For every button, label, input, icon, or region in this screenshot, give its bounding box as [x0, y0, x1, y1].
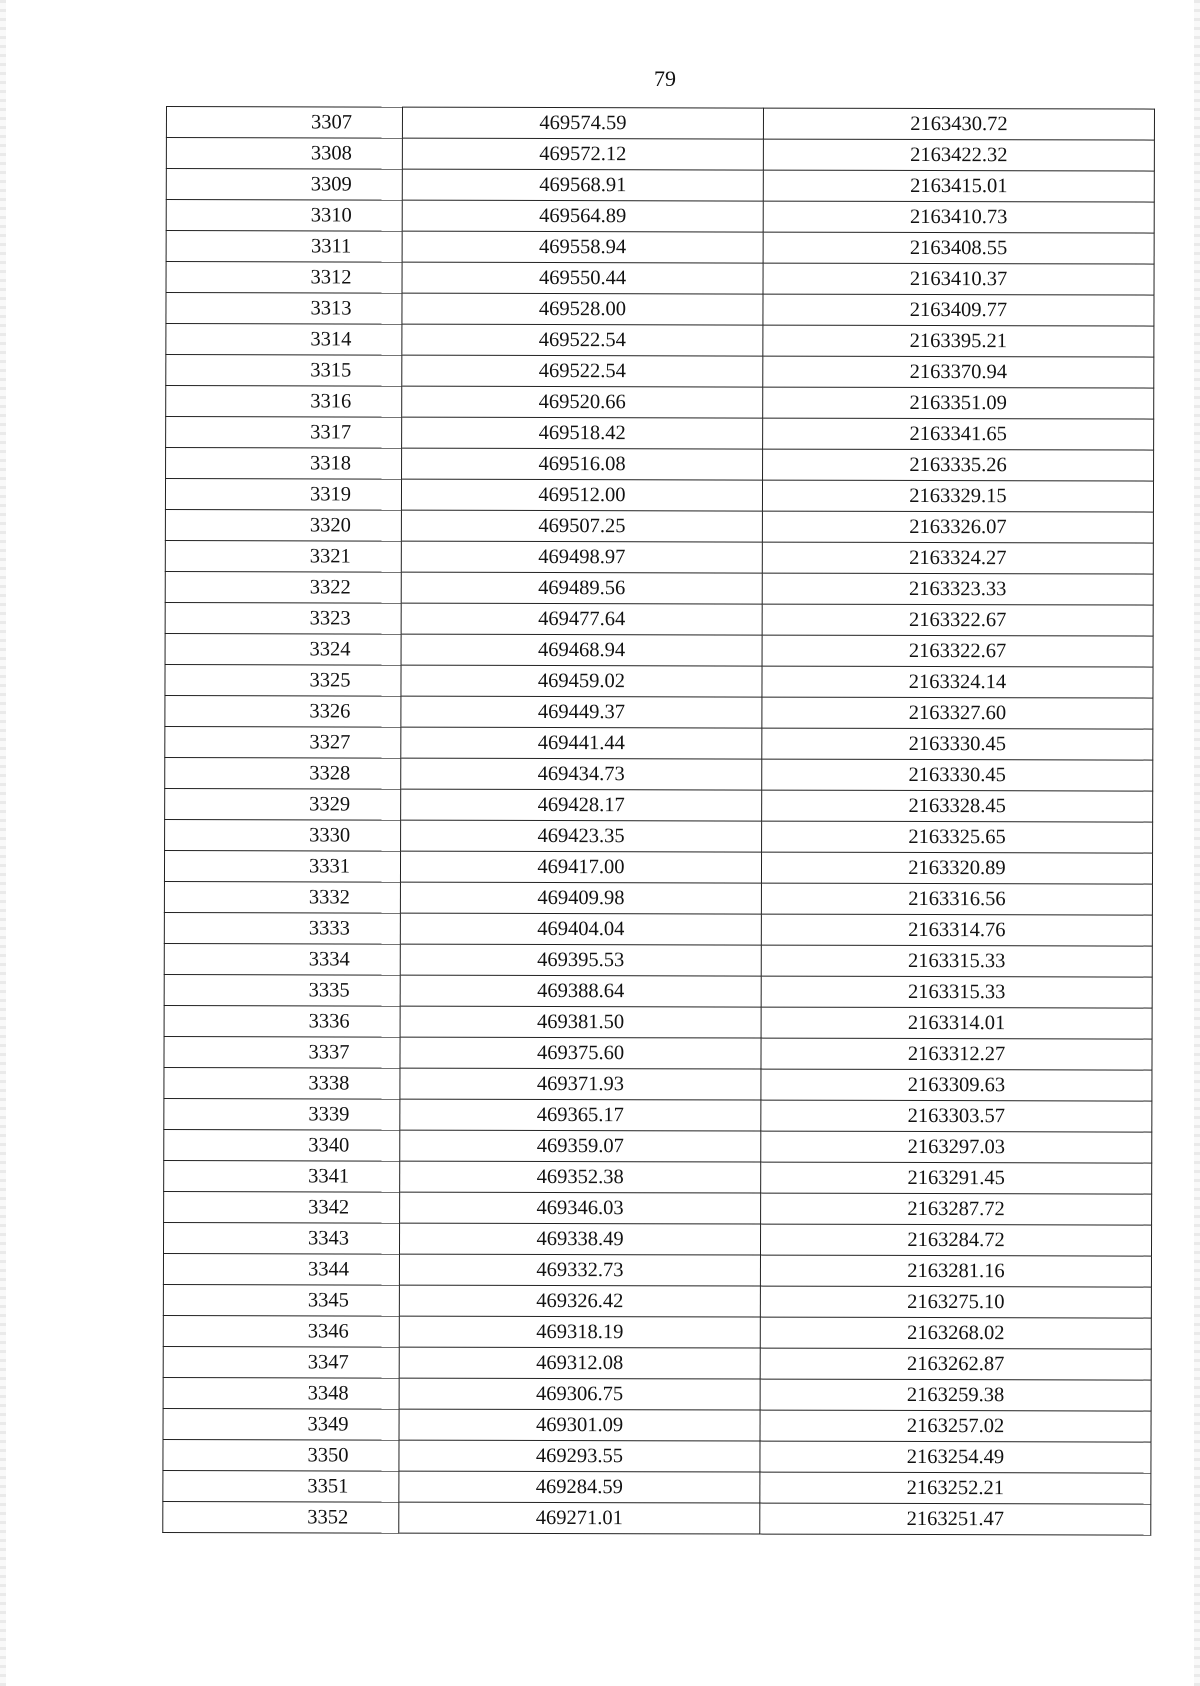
y-coordinate-cell: 2163257.02: [760, 1410, 1151, 1442]
table-row: [165, 695, 1153, 729]
x-coordinate-cell: 469489.56: [401, 572, 762, 604]
point-id-cell: 3345: [163, 1284, 399, 1316]
table-row: [163, 1377, 1151, 1411]
x-coordinate-cell: 469434.73: [401, 758, 762, 790]
y-coordinate-cell: 2163324.27: [762, 542, 1153, 574]
y-coordinate-cell: 2163329.15: [762, 480, 1153, 512]
x-coordinate-cell: 469326.42: [399, 1285, 760, 1317]
x-coordinate-cell: 469518.42: [402, 417, 763, 449]
point-id-cell: 3351: [163, 1470, 399, 1502]
y-coordinate-cell: 2163314.01: [761, 1007, 1152, 1039]
point-id-cell: 3330: [165, 819, 401, 851]
y-coordinate-cell: 2163281.16: [760, 1255, 1151, 1287]
table-row: [166, 324, 1154, 358]
y-coordinate-cell: 2163287.72: [761, 1193, 1152, 1225]
point-id-cell: 3336: [164, 1005, 400, 1037]
x-coordinate-cell: 469459.02: [401, 665, 762, 697]
point-id-cell: 3338: [164, 1067, 400, 1099]
x-coordinate-cell: 469293.55: [399, 1440, 760, 1472]
table-row: [166, 138, 1154, 172]
x-coordinate-cell: 469507.25: [401, 510, 762, 542]
table-row: [163, 1346, 1151, 1380]
x-coordinate-cell: 469395.53: [400, 944, 761, 976]
table-row: [164, 1005, 1152, 1039]
coordinate-table: [162, 106, 1155, 1536]
y-coordinate-cell: 2163291.45: [761, 1162, 1152, 1194]
table-row: [166, 200, 1154, 234]
x-coordinate-cell: 469332.73: [399, 1254, 760, 1286]
y-coordinate-cell: 2163328.45: [762, 790, 1153, 822]
y-coordinate-cell: 2163312.27: [761, 1038, 1152, 1070]
table-row: [163, 1408, 1151, 1442]
point-id-cell: 3339: [164, 1098, 400, 1130]
table-row: [166, 107, 1154, 141]
x-coordinate-cell: 469516.08: [402, 448, 763, 480]
x-coordinate-cell: 469352.38: [400, 1161, 761, 1193]
point-id-cell: 3325: [165, 664, 401, 696]
table-row: [165, 540, 1153, 574]
table-row: [164, 974, 1152, 1008]
y-coordinate-cell: 2163251.47: [760, 1503, 1151, 1535]
x-coordinate-cell: 469318.19: [399, 1316, 760, 1348]
table-row: [164, 1098, 1152, 1132]
x-coordinate-cell: 469346.03: [400, 1192, 761, 1224]
table-row: [164, 881, 1152, 915]
x-coordinate-cell: 469564.89: [402, 200, 763, 232]
table-row: [166, 293, 1154, 327]
x-coordinate-cell: 469449.37: [401, 696, 762, 728]
table-row: [165, 571, 1153, 605]
y-coordinate-cell: 2163316.56: [761, 883, 1152, 915]
table-row: [165, 664, 1153, 698]
y-coordinate-cell: 2163341.65: [763, 418, 1154, 450]
point-id-cell: 3307: [166, 107, 402, 139]
point-id-cell: 3349: [163, 1408, 399, 1440]
x-coordinate-cell: 469375.60: [400, 1037, 761, 1069]
table-row: [163, 1439, 1151, 1473]
table-row: [166, 355, 1154, 389]
y-coordinate-cell: 2163323.33: [762, 573, 1153, 605]
y-coordinate-cell: 2163275.10: [760, 1286, 1151, 1318]
table-row: [166, 448, 1154, 482]
y-coordinate-cell: 2163370.94: [763, 356, 1154, 388]
point-id-cell: 3331: [164, 850, 400, 882]
x-coordinate-cell: 469441.44: [401, 727, 762, 759]
point-id-cell: 3346: [163, 1315, 399, 1347]
table-row: [165, 633, 1153, 667]
x-coordinate-cell: 469574.59: [402, 107, 763, 139]
table-row: [164, 850, 1152, 884]
y-coordinate-cell: 2163410.73: [763, 201, 1154, 233]
table-row: [164, 1129, 1152, 1163]
y-coordinate-cell: 2163309.63: [761, 1069, 1152, 1101]
table-row: [165, 479, 1153, 513]
point-id-cell: 3328: [165, 757, 401, 789]
point-id-cell: 3318: [166, 448, 402, 480]
x-coordinate-cell: 469522.54: [402, 355, 763, 387]
table-row: [164, 1191, 1152, 1225]
scan-edge-right: [1194, 0, 1200, 1686]
x-coordinate-cell: 469572.12: [402, 138, 763, 170]
y-coordinate-cell: 2163415.01: [763, 170, 1154, 202]
table-row: [165, 726, 1153, 760]
point-id-cell: 3316: [166, 386, 402, 418]
point-id-cell: 3309: [166, 169, 402, 201]
table-row: [163, 1253, 1151, 1287]
point-id-cell: 3335: [164, 974, 400, 1006]
point-id-cell: 3344: [163, 1253, 399, 1285]
x-coordinate-cell: 469271.01: [399, 1502, 760, 1534]
coordinate-table-body: [163, 107, 1155, 1536]
y-coordinate-cell: 2163268.02: [760, 1317, 1151, 1349]
table-row: [164, 1036, 1152, 1070]
x-coordinate-cell: 469477.64: [401, 603, 762, 635]
point-id-cell: 3322: [165, 571, 401, 603]
point-id-cell: 3350: [163, 1439, 399, 1471]
point-id-cell: 3320: [165, 509, 401, 541]
x-coordinate-cell: 469409.98: [400, 882, 761, 914]
y-coordinate-cell: 2163297.03: [761, 1131, 1152, 1163]
y-coordinate-cell: 2163314.76: [761, 914, 1152, 946]
y-coordinate-cell: 2163326.07: [762, 511, 1153, 543]
y-coordinate-cell: 2163409.77: [763, 294, 1154, 326]
point-id-cell: 3347: [163, 1346, 399, 1378]
x-coordinate-cell: 469381.50: [400, 1006, 761, 1038]
point-id-cell: 3332: [164, 881, 400, 913]
point-id-cell: 3321: [165, 540, 401, 572]
x-coordinate-cell: 469522.54: [402, 324, 763, 356]
point-id-cell: 3333: [164, 912, 400, 944]
y-coordinate-cell: 2163327.60: [762, 697, 1153, 729]
x-coordinate-cell: 469404.04: [400, 913, 761, 945]
point-id-cell: 3342: [164, 1191, 400, 1223]
table-row: [165, 602, 1153, 636]
y-coordinate-cell: 2163410.37: [763, 263, 1154, 295]
y-coordinate-cell: 2163259.38: [760, 1379, 1151, 1411]
y-coordinate-cell: 2163351.09: [763, 387, 1154, 419]
x-coordinate-cell: 469417.00: [400, 851, 761, 883]
y-coordinate-cell: 2163395.21: [763, 325, 1154, 357]
point-id-cell: 3348: [163, 1377, 399, 1409]
y-coordinate-cell: 2163303.57: [761, 1100, 1152, 1132]
y-coordinate-cell: 2163320.89: [761, 852, 1152, 884]
table-row: [163, 1315, 1151, 1349]
y-coordinate-cell: 2163430.72: [763, 108, 1154, 140]
table-row: [164, 943, 1152, 977]
table-row: [164, 1160, 1152, 1194]
y-coordinate-cell: 2163322.67: [762, 635, 1153, 667]
point-id-cell: 3340: [164, 1129, 400, 1161]
table-row: [163, 1501, 1151, 1535]
y-coordinate-cell: 2163408.55: [763, 232, 1154, 264]
point-id-cell: 3334: [164, 943, 400, 975]
x-coordinate-cell: 469359.07: [400, 1130, 761, 1162]
x-coordinate-cell: 469338.49: [399, 1223, 760, 1255]
x-coordinate-cell: 469312.08: [399, 1347, 760, 1379]
y-coordinate-cell: 2163330.45: [762, 728, 1153, 760]
point-id-cell: 3319: [165, 479, 401, 511]
point-id-cell: 3329: [165, 788, 401, 820]
point-id-cell: 3311: [166, 231, 402, 263]
y-coordinate-cell: 2163324.14: [762, 666, 1153, 698]
scan-edge-left: [0, 0, 6, 1686]
y-coordinate-cell: 2163315.33: [761, 945, 1152, 977]
x-coordinate-cell: 469568.91: [402, 169, 763, 201]
point-id-cell: 3341: [164, 1160, 400, 1192]
x-coordinate-cell: 469550.44: [402, 262, 763, 294]
point-id-cell: 3323: [165, 602, 401, 634]
point-id-cell: 3312: [166, 262, 402, 294]
point-id-cell: 3310: [166, 200, 402, 232]
table-row: [165, 788, 1153, 822]
point-id-cell: 3317: [166, 417, 402, 449]
y-coordinate-cell: 2163262.87: [760, 1348, 1151, 1380]
y-coordinate-cell: 2163322.67: [762, 604, 1153, 636]
x-coordinate-cell: 469388.64: [400, 975, 761, 1007]
x-coordinate-cell: 469284.59: [399, 1471, 760, 1503]
table-row: [163, 1222, 1151, 1256]
table-row: [163, 1284, 1151, 1318]
x-coordinate-cell: 469512.00: [401, 479, 762, 511]
table-row: [165, 757, 1153, 791]
x-coordinate-cell: 469371.93: [400, 1068, 761, 1100]
y-coordinate-cell: 2163252.21: [760, 1472, 1151, 1504]
y-coordinate-cell: 2163335.26: [763, 449, 1154, 481]
table-row: [166, 417, 1154, 451]
x-coordinate-cell: 469468.94: [401, 634, 762, 666]
x-coordinate-cell: 469558.94: [402, 231, 763, 263]
point-id-cell: 3327: [165, 726, 401, 758]
x-coordinate-cell: 469520.66: [402, 386, 763, 418]
table-row: [165, 509, 1153, 543]
point-id-cell: 3308: [166, 138, 402, 170]
point-id-cell: 3326: [165, 695, 401, 727]
table-row: [164, 1067, 1152, 1101]
x-coordinate-cell: 469498.97: [401, 541, 762, 573]
y-coordinate-cell: 2163254.49: [760, 1441, 1151, 1473]
table-row: [164, 912, 1152, 946]
point-id-cell: 3314: [166, 324, 402, 356]
table-row: [166, 386, 1154, 420]
table-row: [166, 231, 1154, 265]
page-number: 79: [654, 66, 676, 91]
y-coordinate-cell: 2163330.45: [762, 759, 1153, 791]
table-row: [166, 169, 1154, 203]
y-coordinate-cell: 2163315.33: [761, 976, 1152, 1008]
table-row: [166, 262, 1154, 296]
point-id-cell: 3343: [163, 1222, 399, 1254]
point-id-cell: 3313: [166, 293, 402, 325]
point-id-cell: 3337: [164, 1036, 400, 1068]
x-coordinate-cell: 469428.17: [401, 789, 762, 821]
y-coordinate-cell: 2163284.72: [760, 1224, 1151, 1256]
x-coordinate-cell: 469306.75: [399, 1378, 760, 1410]
point-id-cell: 3352: [163, 1501, 399, 1533]
y-coordinate-cell: 2163422.32: [763, 139, 1154, 171]
table-row: [163, 1470, 1151, 1504]
x-coordinate-cell: 469365.17: [400, 1099, 761, 1131]
x-coordinate-cell: 469301.09: [399, 1409, 760, 1441]
point-id-cell: 3324: [165, 633, 401, 665]
table-row: [165, 819, 1153, 853]
x-coordinate-cell: 469528.00: [402, 293, 763, 325]
y-coordinate-cell: 2163325.65: [762, 821, 1153, 853]
point-id-cell: 3315: [166, 355, 402, 387]
x-coordinate-cell: 469423.35: [401, 820, 762, 852]
